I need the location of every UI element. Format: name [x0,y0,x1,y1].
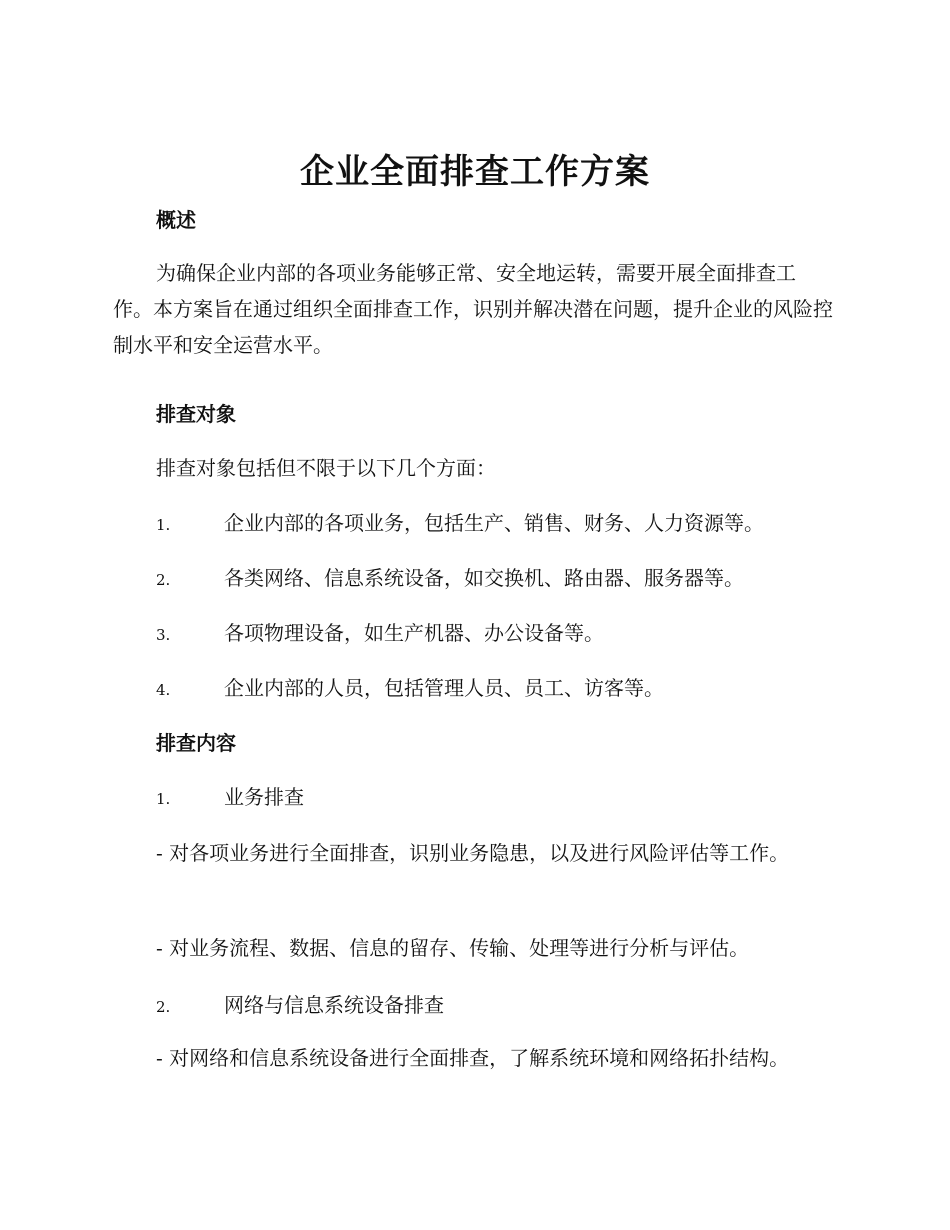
list-item-number: 1. [156,790,171,808]
section-heading-content: 排查内容 [156,731,236,755]
list-item-number: 2. [156,571,171,589]
section-heading-targets: 排查对象 [156,402,236,426]
list-item-number: 1. [156,516,171,534]
network-check-paragraph-1: - 对网络和信息系统设备进行全面排查，了解系统环境和网络拓扑结构。 [156,1046,790,1070]
list-item-text: 各类网络、信息系统设备，如交换机、路由器、服务器等。 [224,566,744,590]
list-item-text: 企业内部的各项业务，包括生产、销售、财务、人力资源等。 [224,511,764,535]
list-item-text: 各项物理设备，如生产机器、办公设备等。 [224,621,604,645]
list-item-number: 3. [156,626,171,644]
list-item-number: 4. [156,681,171,699]
list-item-number: 2. [156,998,171,1016]
business-check-paragraph-1: - 对各项业务进行全面排查，识别业务隐患，以及进行风险评估等工作。 [156,841,790,865]
business-check-paragraph-2: - 对业务流程、数据、信息的留存、传输、处理等进行分析与评估。 [156,936,750,960]
section-heading-overview: 概述 [156,208,196,232]
document-title: 企业全面排查工作方案 [300,152,650,192]
overview-paragraph: 为确保企业内部的各项业务能够正常、安全地运转，需要开展全面排查工作。本方案旨在通过组织全面排查工作，识别并解决潜在问题，提升企业的风险控制水平和安全运营水平。 [113,261,833,357]
targets-intro: 排查对象包括但不限于以下几个方面： [156,456,496,480]
list-item-text: 网络与信息系统设备排查 [224,993,444,1017]
list-item-text: 企业内部的人员，包括管理人员、员工、访客等。 [224,676,664,700]
list-item-text: 业务排查 [224,785,304,809]
